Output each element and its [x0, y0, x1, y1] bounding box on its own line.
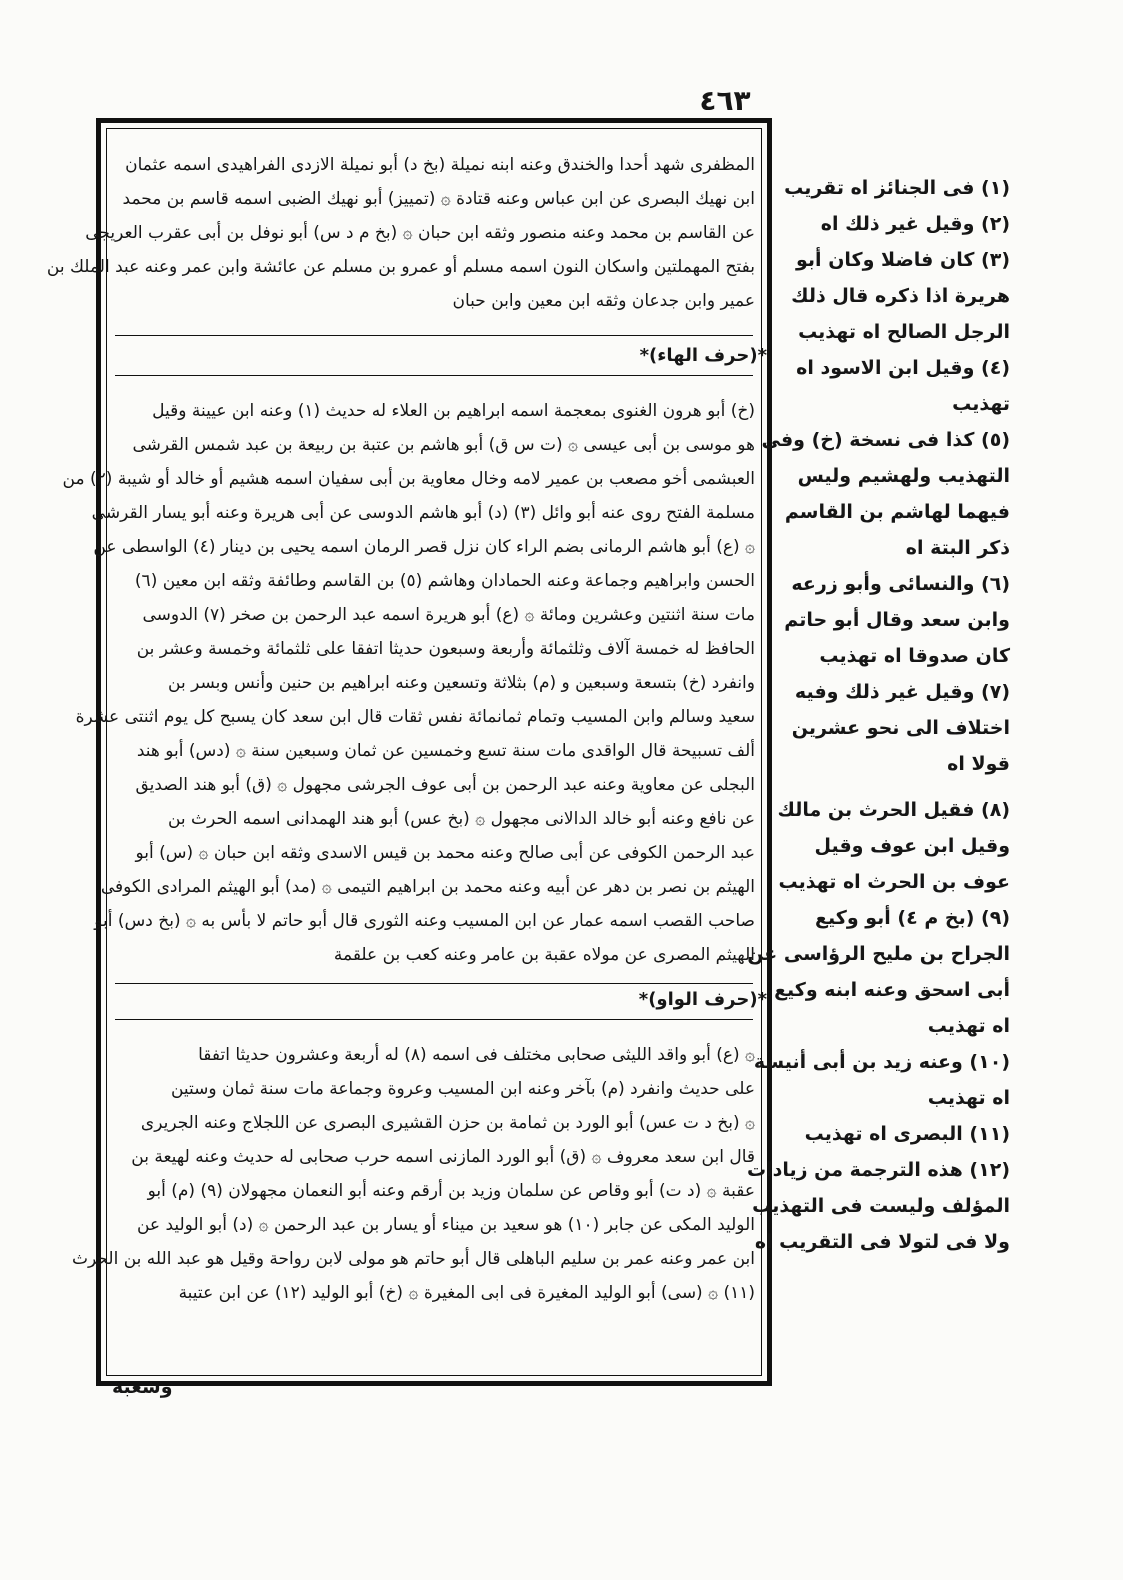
note-line: هريرة اذا ذكره قال ذلك: [791, 285, 1010, 307]
section-rule: [115, 335, 753, 336]
text-line: (١١) ۞ (سى) أبو الوليد المغيرة فى ابى المغيرة ۞ (خ) أبو الوليد (١٢) عن ابن عتيبة: [178, 1283, 755, 1303]
section-rule: [115, 1019, 753, 1020]
text-line: (خ) أبو هرون الغنوى بمعجمة اسمه ابراهيم بن العلاء له حديث (١) وعنه ابن عيينة وقيل: [152, 401, 755, 421]
text-line: عبد الرحمن الكوفى عن أبى صالح وعنه محمد بن قيس الاسدى وثقه ابن حبان ۞ (س) أبو: [135, 843, 755, 863]
text-line: مسلمة الفتح روى عنه أبو وائل (٣) (د) أبو هاشم الدوسى عن أبى هريرة وعنه أبو يسار القرشى: [91, 503, 755, 523]
note-line: (١٠) وعنه زيد بن أبى أنيسة: [753, 1051, 1010, 1073]
text-line: عمير وابن جدعان وثقه ابن معين وابن حبان: [452, 291, 755, 311]
note-line: اختلاف الى نحو عشرين: [791, 717, 1010, 739]
note-line: وابن سعد وقال أبو حاتم: [784, 609, 1010, 631]
note-line: (٦) والنسائى وأبو زرعه: [791, 573, 1010, 595]
marginal-notes: [747, 175, 1010, 1315]
text-line: عقبة ۞ (د ت) أبو وقاص عن سلمان وزيد بن أرقم وعنه أبو النعمان مجهولان (٩) (م) أبو: [147, 1181, 755, 1201]
note-line: المؤلف وليست فى التهذيب: [752, 1195, 1010, 1217]
note-line: الجراح بن مليح الرؤاسى عن: [747, 943, 1010, 965]
text-line: عن نافع وعنه أبو خالد الدالانى مجهول ۞ (بخ عس) أبو هند الهمدانى اسمه الحرث بن: [167, 809, 755, 829]
note-line: أبى اسحق وعنه ابنه وكيع: [774, 979, 1010, 1001]
text-line: الهيثم المصرى عن مولاه عقبة بن عامر وعنه كعب بن علقمة: [333, 945, 755, 965]
text-line: ۞ (ع) أبو واقد الليثى صحابى مختلف فى اسمه (٨) له أربعة وعشرون حديثا اتفقا: [198, 1045, 755, 1065]
catchword: وشعبة: [112, 1376, 173, 1398]
section-rule: [115, 983, 753, 984]
note-line: الرجل الصالح اه تهذيب: [798, 321, 1010, 343]
main-text-frame: [46, 118, 772, 1386]
note-line: (٢) وقيل غير ذلك اه: [820, 213, 1010, 235]
section-header-ha: *(حرف الهاء)*: [639, 345, 767, 366]
text-line: على حديث وانفرد (م) بآخر وعنه ابن المسيب وعروة وجماعة مات سنة ثمان وستين: [170, 1079, 755, 1099]
note-line: التهذيب ولهشيم وليس: [797, 465, 1010, 487]
text-line: ألف تسبيحة قال الواقدى مات سنة تسع وخمسين عن ثمان وسبعين سنة ۞ (دس) أبو هند: [136, 741, 755, 761]
note-line: تهذيب: [952, 393, 1010, 415]
note-line: (١) فى الجنائز اه تقريب: [784, 177, 1010, 199]
note-line: (٥) كذا فى نسخة (خ) وفى: [761, 429, 1010, 451]
note-line: عوف بن الحرث اه تهذيب: [778, 871, 1010, 893]
text-line: العبشمى أخو مصعب بن عمير لامه وخال معاوية بن أبى سفيان اسمه هشيم أو خالد أو شيبة (٢) من: [62, 469, 755, 489]
text-line: مات سنة اثنتين وعشرين ومائة ۞ (ع) أبو هريرة اسمه عبد الرحمن بن صخر (٧) الدوسى: [142, 605, 755, 625]
text-line: صاحب القصب اسمه عمار عن ابن المسيب وعنه الثورى قال أبو حاتم لا بأس به ۞ (بخ دس) أبو: [94, 911, 755, 931]
note-line: قولا اه: [947, 753, 1010, 775]
note-line: (٧) وقيل غير ذلك وفيه: [794, 681, 1010, 703]
note-line: فيهما لهاشم بن القاسم: [784, 501, 1010, 523]
note-line: ذكر البتة اه: [905, 537, 1010, 559]
text-line: سعيد وسالم وابن المسيب وتمام ثمانمائة نفس ثقات قال ابن سعد كان يسبح كل يوم اثنتى عشرة: [75, 707, 755, 727]
note-line: اه تهذيب: [927, 1015, 1010, 1037]
main-text: [46, 123, 767, 1381]
text-line: ۞ (ع) أبو هاشم الرمانى بضم الراء كان نزل قصر الرمان اسمه يحيى بن دينار (٤) الواسطى عن: [93, 537, 755, 557]
note-line: (٣) كان فاضلا وكان أبو: [796, 249, 1010, 271]
text-line: قال ابن سعد معروف ۞ (ق) أبو الورد المازنى اسمه حرب صحابى له حديث وعنه لهيعة بن: [131, 1147, 755, 1167]
page-number: ٤٦٣: [699, 84, 751, 117]
note-line: (٤) وقيل ابن الاسود اه: [796, 357, 1010, 379]
note-line: ولا فى لتولا فى التقريب اه: [754, 1231, 1010, 1253]
note-line: (١٢) هذه الترجمة من زيادات: [747, 1159, 1010, 1181]
text-line: الوليد المكى عن جابر (١٠) هو سعيد بن ميناء أو يسار بن عبد الرحمن ۞ (د) أبو الوليد عن: [136, 1215, 755, 1235]
text-line: ۞ (بخ د ت عس) أبو الورد بن ثمامة بن حزن القشيرى البصرى عن اللجلاج وعنه الجريرى: [140, 1113, 755, 1133]
note-line: كان صدوقا اه تهذيب: [819, 645, 1010, 667]
text-line: الهيثم بن نصر بن دهر عن أبيه وعنه محمد بن ابراهيم التيمى ۞ (مد) أبو الهيثم المرادى الكوفى: [100, 877, 755, 897]
text-line: الحافظ له خمسة آلاف وثلثمائة وأربعة وسبعون حديثا اتفقا على ثلثمائة وخمسة وعشر بن: [136, 639, 755, 659]
section-rule: [115, 375, 753, 376]
note-line: (٩) (بخ م ٤) أبو وكيع: [815, 907, 1010, 929]
text-line: الحسن وابراهيم وجماعة وعنه الحمادان وهاشم (٥) بن القاسم وطائفة وثقه ابن معين (٦): [134, 571, 755, 591]
text-line: ابن عمر وعنه عمر بن سليم الباهلى قال أبو حاتم هو مولى لابن رواحة وقيل هو عبد الله بن الحرث: [72, 1249, 755, 1269]
text-line: عن القاسم بن محمد وعنه منصور وثقه ابن حبان ۞ (بخ م د س) أبو نوفل بن أبى عقرب العريجى: [85, 223, 755, 243]
text-line: البجلى عن معاوية وعنه عبد الرحمن بن أبى عوف الجرشى مجهول ۞ (ق) أبو هند الصديق: [135, 775, 755, 795]
text-line: بفتح المهملتين واسكان النون اسمه مسلم أو عمرو بن مسلم عن عائشة وابن عمر وعنه عبد الملك بن: [46, 257, 755, 277]
text-line: ابن نهيك البصرى عن ابن عباس وعنه قتادة ۞ (تمييز) أبو نهيك الضبى اسمه قاسم بن محمد: [122, 189, 755, 209]
note-line: (١١) البصرى اه تهذيب: [804, 1123, 1010, 1145]
text-line: هو موسى بن أبى عيسى ۞ (ت س ق) أبو هاشم بن عتبة بن ربيعة بن عبد شمس القرشى: [132, 435, 755, 455]
note-line: وقيل ابن عوف وقيل: [814, 835, 1010, 857]
note-line: (٨) فقيل الحرث بن مالك: [777, 799, 1010, 821]
note-line: اه تهذيب: [927, 1087, 1010, 1109]
text-line: وانفرد (خ) بتسعة وسبعين و (م) بثلاثة وتسعين وعنه ابراهيم بن حنين وأنس وبسر بن: [168, 673, 755, 693]
section-header-waw: *(حرف الواو)*: [638, 989, 767, 1010]
text-line: المظفرى شهد أحدا والخندق وعنه ابنه نميلة (بخ د) أبو نميلة الازدى الفراهيدى اسمه عثمان: [125, 155, 755, 175]
